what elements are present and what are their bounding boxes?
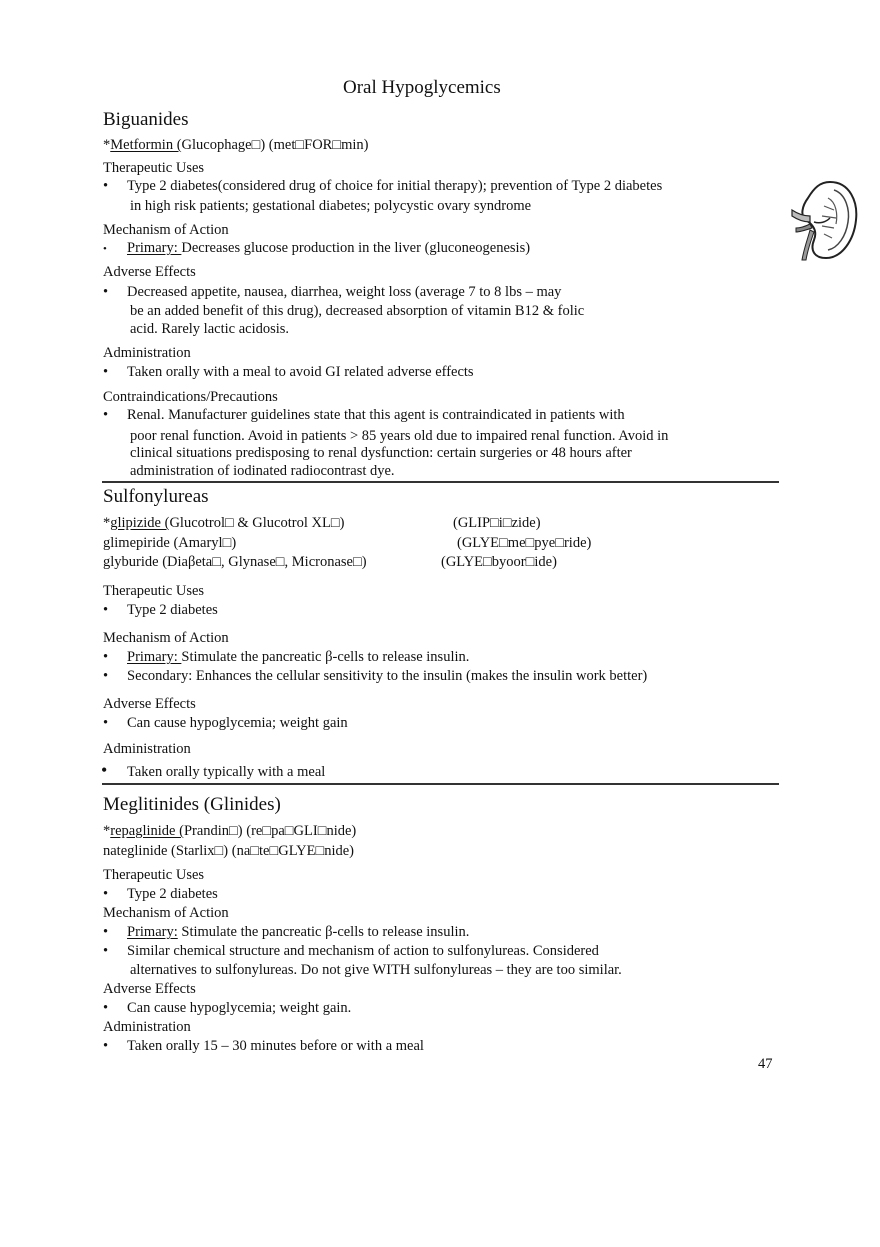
bullet: • xyxy=(103,178,109,194)
bullet: • xyxy=(103,602,109,618)
subheading-contraindications: Contraindications/Precautions xyxy=(103,389,278,405)
primary-label: Primary: xyxy=(127,924,178,940)
bullet: • xyxy=(103,886,109,902)
subheading-adverse-effects: Adverse Effects xyxy=(103,981,196,997)
subheading-mechanism: Mechanism of Action xyxy=(103,905,229,921)
page-number: 47 xyxy=(758,1056,773,1072)
list-item-continued: be an added benefit of this drug), decreased absorption of vitamin B12 & folic xyxy=(130,303,585,319)
subheading-mechanism: Mechanism of Action xyxy=(103,222,229,238)
subheading-therapeutic-uses: Therapeutic Uses xyxy=(103,160,205,176)
bullet: • xyxy=(103,649,109,665)
star-marker: * xyxy=(103,137,111,153)
list-item-continued: poor renal function. Avoid in patients > 85 years old due to impaired renal function. Avoid in xyxy=(130,428,669,444)
list-item-continued: clinical situations predisposing to renal dysfunction: certain surgeries or 48 hours after xyxy=(130,445,632,461)
moa-text: Stimulate the pancreatic β-cells to release insulin. xyxy=(181,649,470,665)
pronunciation: (GLIP□i□zide) xyxy=(453,515,541,531)
list-item: Taken orally typically with a meal xyxy=(127,764,326,780)
list-item: Decreased appetite, nausea, diarrhea, weight loss (average 7 to 8 lbs – may xyxy=(127,284,562,300)
primary-label: Primary: xyxy=(127,240,182,256)
section-heading-sulfonylureas: Sulfonylureas xyxy=(103,486,209,507)
subheading-administration: Administration xyxy=(103,345,191,361)
drug-details: Glucotrol□ & Glucotrol XL□) xyxy=(169,515,345,531)
drug-name-glipizide: glipizide ( xyxy=(110,515,170,531)
bullet: • xyxy=(103,668,109,684)
section-heading-biguanides: Biguanides xyxy=(103,109,189,130)
list-item: Secondary: Enhances the cellular sensitivity to the insulin (makes the insulin work better) xyxy=(127,668,648,684)
star-marker: * xyxy=(103,515,111,531)
drug-line-glipizide xyxy=(103,515,344,532)
section-divider xyxy=(102,481,779,483)
list-item: Similar chemical structure and mechanism of action to sulfonylureas. Considered xyxy=(127,943,599,959)
list-item-continued: acid. Rarely lactic acidosis. xyxy=(130,321,290,337)
bullet: • xyxy=(103,1038,109,1054)
page-title: Oral Hypoglycemics xyxy=(343,77,501,98)
list-item xyxy=(127,649,469,666)
drug-line-nateglinide: nateglinide (Starlix□) (na□te□GLYE□nide) xyxy=(103,843,355,859)
subheading-therapeutic-uses: Therapeutic Uses xyxy=(103,583,205,599)
drug-line-glyburide: glyburide (Diaβeta□, Glynase□, Micronase□) xyxy=(103,554,367,570)
drug-name-repaglinide: repaglinide ( xyxy=(110,823,184,839)
kidney-illustration-icon xyxy=(790,176,860,262)
list-item xyxy=(127,240,530,257)
subheading-adverse-effects: Adverse Effects xyxy=(103,264,196,280)
section-heading-meglitinides: Meglitinides (Glinides) xyxy=(103,794,281,815)
list-item xyxy=(127,924,469,941)
bullet: • xyxy=(103,1000,109,1016)
drug-line-glimepiride: glimepiride (Amaryl□) xyxy=(103,535,237,551)
moa-text: Decreases glucose production in the liver (gluconeogenesis) xyxy=(181,240,531,256)
subheading-administration: Administration xyxy=(103,741,191,757)
bullet: • xyxy=(103,364,109,380)
list-item: Type 2 diabetes(considered drug of choice for initial therapy); prevention of Type 2 diabetes xyxy=(127,178,663,194)
drug-name-metformin: Metformin ( xyxy=(110,137,182,153)
drug-details: Glucophage□) (met□FOR□min) xyxy=(181,137,369,153)
list-item: Renal. Manufacturer guidelines state that this agent is contraindicated in patients with xyxy=(127,407,625,423)
list-item-continued: administration of iodinated radiocontrast dye. xyxy=(130,463,395,479)
subheading-administration: Administration xyxy=(103,1019,191,1035)
bullet: • xyxy=(103,407,109,423)
bullet: • xyxy=(103,943,109,959)
bullet: • xyxy=(103,715,109,731)
star-marker: * xyxy=(103,823,111,839)
bullet: • xyxy=(101,760,108,780)
section-divider xyxy=(102,783,779,785)
pronunciation: (GLYE□byoor□ide) xyxy=(441,554,557,570)
list-item: Can cause hypoglycemia; weight gain xyxy=(127,715,348,731)
subheading-therapeutic-uses: Therapeutic Uses xyxy=(103,867,205,883)
subheading-mechanism: Mechanism of Action xyxy=(103,630,229,646)
pronunciation: (GLYE□me□pye□ride) xyxy=(457,535,592,551)
list-item-continued: alternatives to sulfonylureas. Do not give WITH sulfonylureas – they are too similar. xyxy=(130,962,622,978)
list-item: Taken orally with a meal to avoid GI related adverse effects xyxy=(127,364,474,380)
bullet: • xyxy=(103,284,109,300)
drug-details: Prandin□) (re□pa□GLI□nide) xyxy=(183,823,357,839)
drug-line-repaglinide xyxy=(103,823,356,840)
list-item: Type 2 diabetes xyxy=(127,886,218,902)
list-item-continued: in high risk patients; gestational diabetes; polycystic ovary syndrome xyxy=(130,198,532,214)
list-item: Type 2 diabetes xyxy=(127,602,218,618)
subheading-adverse-effects: Adverse Effects xyxy=(103,696,196,712)
moa-text: Stimulate the pancreatic β-cells to release insulin. xyxy=(177,924,470,940)
bullet: • xyxy=(103,924,109,940)
list-item: Taken orally 15 – 30 minutes before or with a meal xyxy=(127,1038,424,1054)
bullet: • xyxy=(103,243,107,255)
list-item: Can cause hypoglycemia; weight gain. xyxy=(127,1000,352,1016)
primary-label: Primary: xyxy=(127,649,182,665)
drug-line-metformin xyxy=(103,137,368,154)
